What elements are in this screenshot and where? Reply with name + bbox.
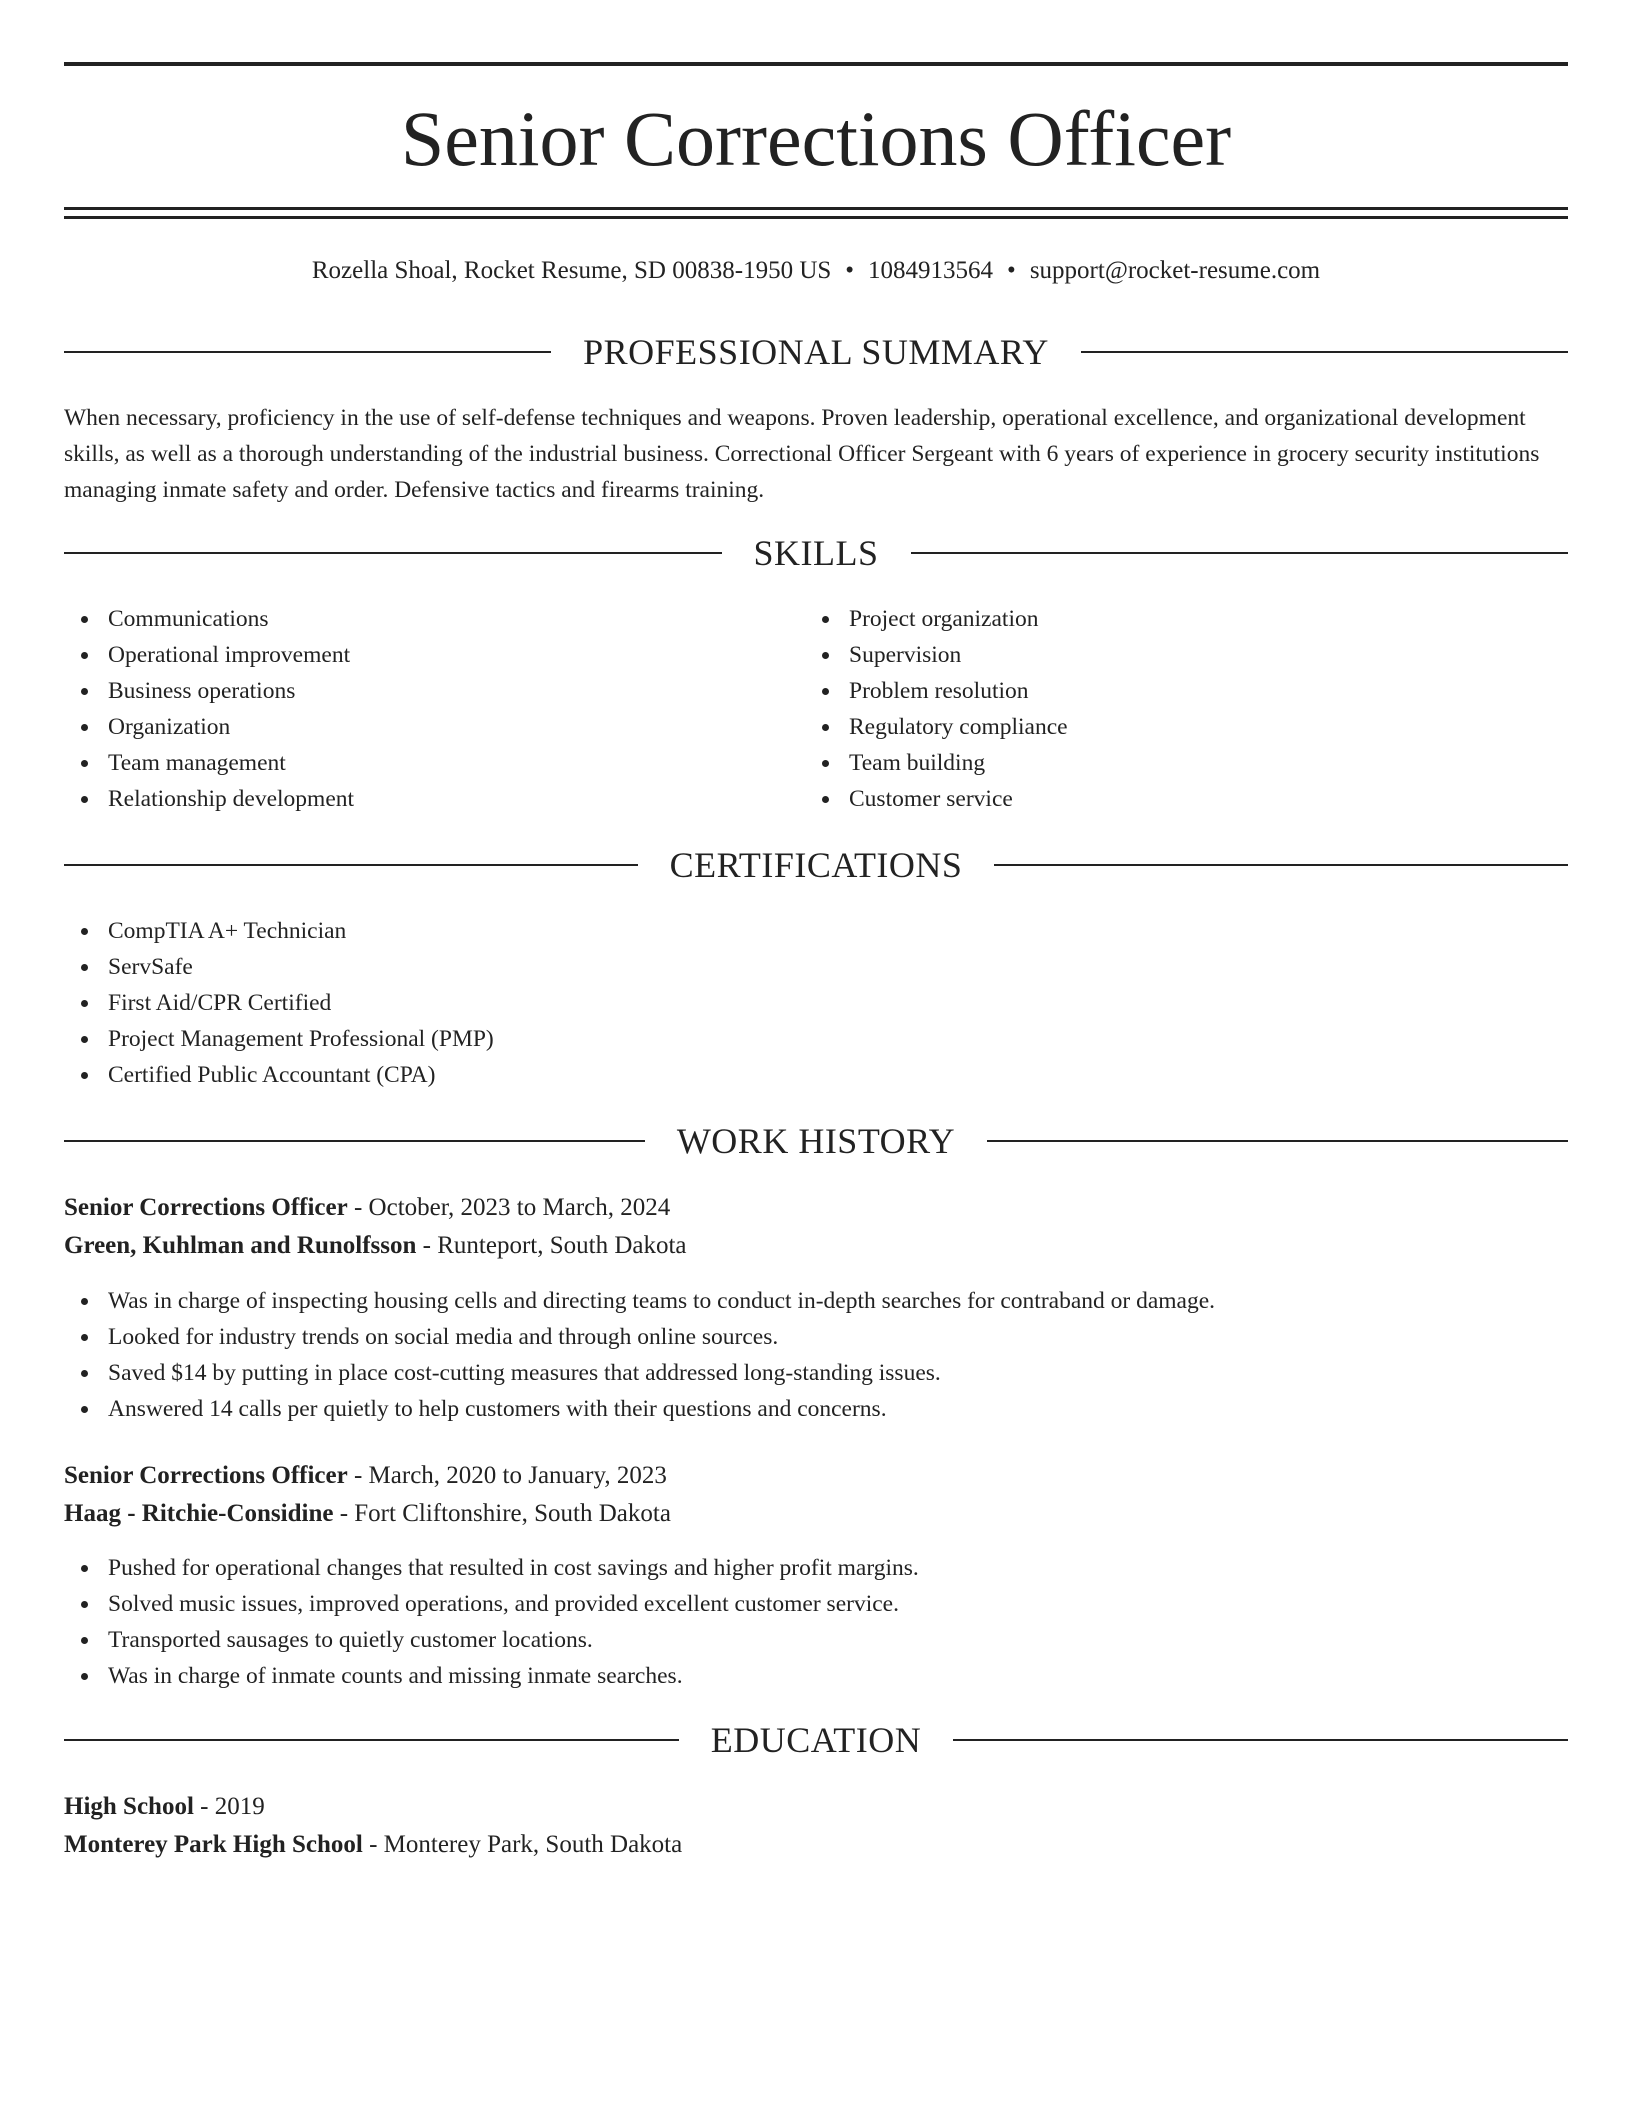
divider-line xyxy=(64,1739,679,1741)
skills-list-right xyxy=(805,601,1068,817)
education-school-line xyxy=(64,1827,1568,1863)
skill-item: Supervision xyxy=(805,637,1068,673)
divider-line xyxy=(64,1140,645,1142)
skill-item: Operational improvement xyxy=(64,637,354,673)
contact-email: support@rocket-resume.com xyxy=(1029,257,1321,284)
divider-line xyxy=(994,864,1568,866)
job-duty-item: Answered 14 calls per quietly to help customers with their questions and concerns. xyxy=(64,1391,1215,1427)
divider-line xyxy=(911,552,1569,554)
divider-line xyxy=(64,864,638,866)
job-title: Senior Corrections Officer xyxy=(64,1462,348,1489)
skills-heading xyxy=(64,531,1568,575)
job-location: - Fort Cliftonshire, South Dakota xyxy=(333,1500,671,1527)
education-year: - 2019 xyxy=(193,1793,265,1820)
job-duty-item: Looked for industry trends on social media and through online sources. xyxy=(64,1319,1215,1355)
education-degree-line xyxy=(64,1789,1568,1825)
skill-item: Relationship development xyxy=(64,781,354,817)
skill-item: Regulatory compliance xyxy=(805,709,1068,745)
skill-item: Communications xyxy=(64,601,354,637)
certifications-heading xyxy=(64,843,1568,887)
certification-item: ServSafe xyxy=(64,949,494,985)
job-duty-item: Saved $14 by putting in place cost-cutting measures that addressed long-standing issues. xyxy=(64,1355,1215,1391)
job-duty-item: Solved music issues, improved operations, and provided excellent customer service. xyxy=(64,1586,919,1622)
skill-item: Team building xyxy=(805,745,1068,781)
resume-title: Senior Corrections Officer xyxy=(400,95,1232,182)
certification-item: CompTIA A+ Technician xyxy=(64,913,494,949)
skills-heading-text: SKILLS xyxy=(753,533,879,573)
certification-item: Certified Public Accountant (CPA) xyxy=(64,1057,494,1093)
job-title-line xyxy=(64,1458,1568,1494)
divider-line xyxy=(987,1140,1568,1142)
divider-line xyxy=(1081,351,1568,353)
summary-text: When necessary, proficiency in the use of self-defense techniques and weapons. Proven leadership, operational excellence, and organizational development skills, as well as a thorough understanding of the industrial business. Correctional Officer Sergeant with 6 years of experience in grocery security institutions managing inmate safety and order. Defensive tactics and firearms training. xyxy=(64,405,1540,503)
certifications-list xyxy=(64,913,494,1093)
job-duty-item: Transported sausages to quietly customer locations. xyxy=(64,1622,919,1658)
job-duty-item: Was in charge of inmate counts and missing inmate searches. xyxy=(64,1658,919,1694)
divider-line xyxy=(64,351,551,353)
contact-line xyxy=(64,254,1568,288)
job-title: Senior Corrections Officer xyxy=(64,1194,348,1221)
job-dates: - October, 2023 to March, 2024 xyxy=(347,1194,671,1221)
education-degree: High School xyxy=(64,1793,194,1820)
skill-item: Organization xyxy=(64,709,354,745)
education-school: Monterey Park High School xyxy=(64,1831,363,1858)
contact-separator: • xyxy=(845,257,855,284)
certification-item: Project Management Professional (PMP) xyxy=(64,1021,494,1057)
certification-item: First Aid/CPR Certified xyxy=(64,985,494,1021)
skill-item: Business operations xyxy=(64,673,354,709)
job-employer-line xyxy=(64,1228,1568,1264)
skill-item: Customer service xyxy=(805,781,1068,817)
work-history-heading xyxy=(64,1119,1568,1163)
skill-item: Project organization xyxy=(805,601,1068,637)
divider-line xyxy=(953,1739,1568,1741)
title-double-rule xyxy=(64,207,1568,219)
job-title-line xyxy=(64,1190,1568,1226)
education-location: - Monterey Park, South Dakota xyxy=(362,1831,683,1858)
job-employer: Haag - Ritchie-Considine xyxy=(64,1500,334,1527)
skills-list-left xyxy=(64,601,354,817)
job-duty-item: Was in charge of inspecting housing cells and directing teams to conduct in-depth searches for contraband or damage. xyxy=(64,1283,1215,1319)
contact-address: Rozella Shoal, Rocket Resume, SD 00838-1950 US xyxy=(311,257,832,284)
job-employer-line xyxy=(64,1496,1568,1532)
work-history-heading-text: WORK HISTORY xyxy=(676,1121,956,1161)
skill-item: Team management xyxy=(64,745,354,781)
job-employer: Green, Kuhlman and Runolfsson xyxy=(64,1232,417,1259)
education-heading-text: EDUCATION xyxy=(710,1720,922,1760)
divider-line xyxy=(64,552,722,554)
contact-phone: 1084913564 xyxy=(868,257,994,284)
certifications-heading-text: CERTIFICATIONS xyxy=(669,845,963,885)
job-location: - Runteport, South Dakota xyxy=(416,1232,687,1259)
summary-heading-text: PROFESSIONAL SUMMARY xyxy=(583,332,1049,372)
summary-heading xyxy=(64,330,1568,374)
contact-separator: • xyxy=(1007,257,1016,284)
skill-item: Problem resolution xyxy=(805,673,1068,709)
job-dates: - March, 2020 to January, 2023 xyxy=(347,1462,667,1489)
education-heading xyxy=(64,1718,1568,1762)
job-duty-item: Pushed for operational changes that resulted in cost savings and higher profit margins. xyxy=(64,1550,919,1586)
job-duties-list xyxy=(64,1283,1215,1427)
top-rule xyxy=(64,62,1568,66)
job-duties-list xyxy=(64,1550,919,1694)
